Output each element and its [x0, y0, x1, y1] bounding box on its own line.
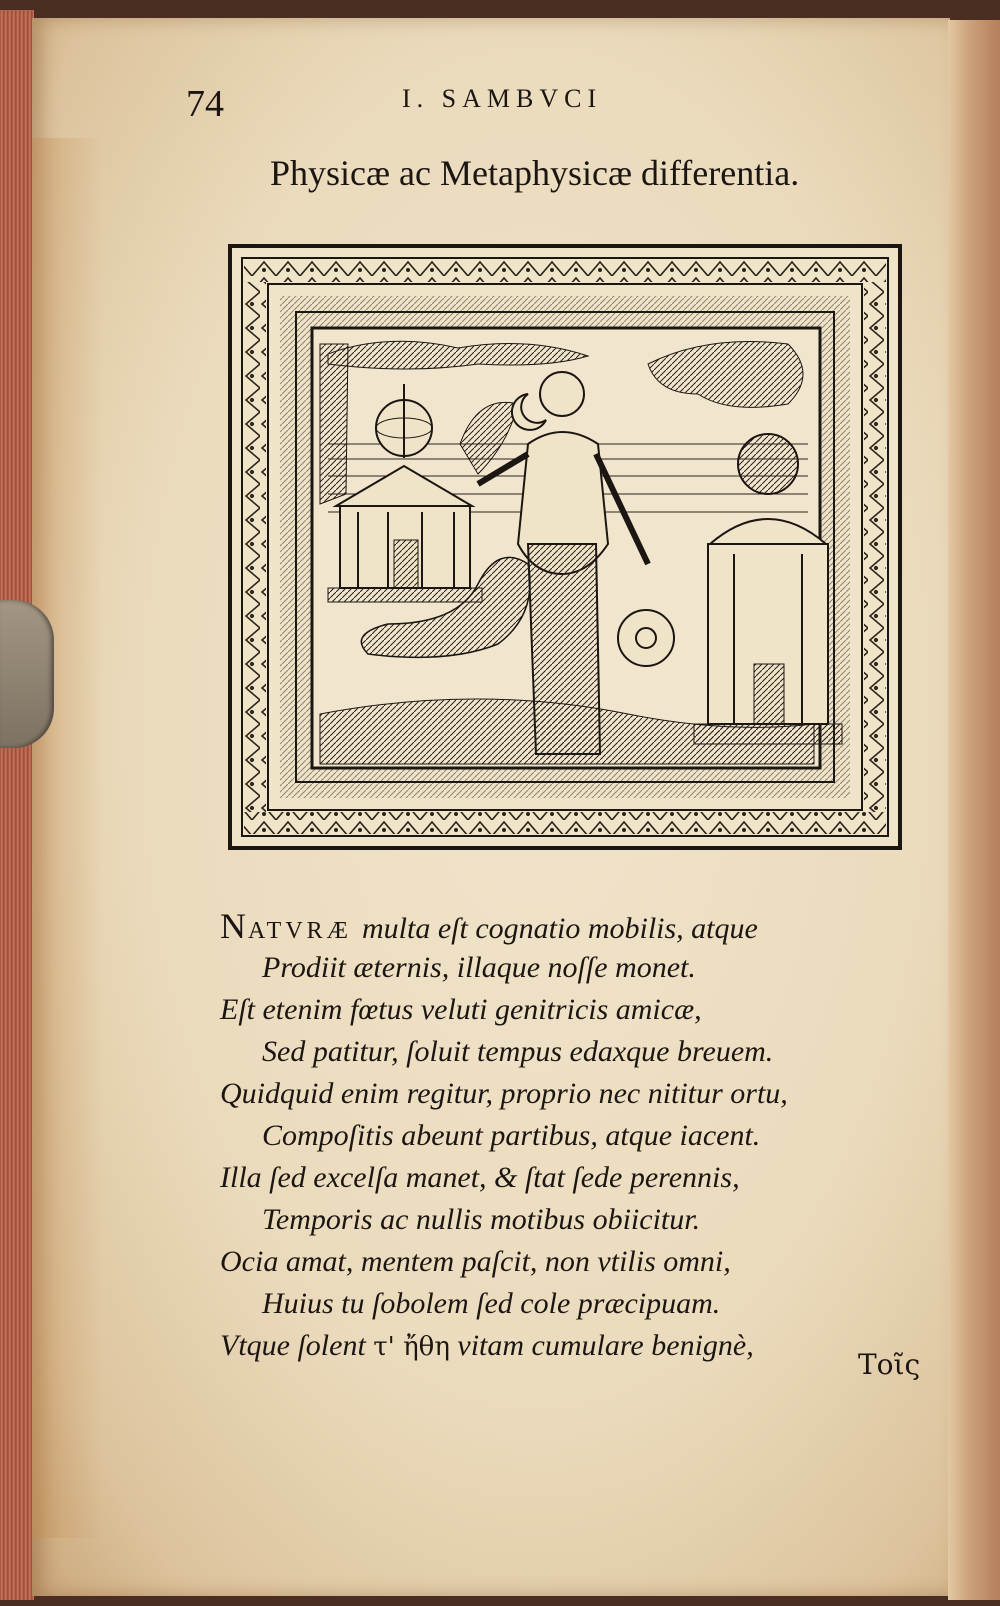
running-header [186, 78, 726, 128]
poem-line-text: vitam cumulare benignè, [457, 1329, 754, 1362]
woodcut-emblem-image [228, 244, 902, 850]
poem-line-text: Vtque ſolent [220, 1329, 366, 1362]
poem-line [220, 905, 870, 947]
book-clasp [0, 600, 54, 748]
water-stain [32, 138, 102, 1538]
emblem-title: Physicæ ac Metaphysicæ differentia. [270, 153, 800, 193]
page-edges-left [0, 10, 34, 1600]
poem [220, 905, 870, 1367]
opening-initial: N [220, 906, 248, 946]
opening-word: ATVRÆ [248, 918, 353, 944]
poem-line: Temporis ac nullis motibus obiicitur. [262, 1203, 701, 1236]
poem-line: Ocia amat, mentem paſcit, non vtilis omni, [220, 1245, 731, 1278]
greek-phrase: τ' ἤθη [373, 1332, 450, 1362]
poem-line: Quidquid enim regitur, proprio nec nititur ortu, [220, 1077, 788, 1110]
running-head: I. SAMBVCI [402, 84, 603, 113]
poem-line: Compoſitis abeunt partibus, atque iacent. [262, 1119, 761, 1152]
poem-line: Prodiit æternis, illaque noſſe monet. [262, 951, 696, 984]
poem-line: Huius tu ſobolem ſed cole præcipuam. [262, 1287, 721, 1320]
poem-line-text: multa eſt cognatio mobilis, atque [362, 912, 758, 945]
poem-line: Sed patitur, ſoluit tempus edaxque breuem. [262, 1035, 774, 1068]
poem-line: Illa ſed excelſa manet, & ſtat ſede perennis, [220, 1161, 740, 1194]
poem-line: Eſt etenim fœtus veluti genitricis amicæ, [220, 993, 702, 1026]
poem-line [220, 1325, 870, 1367]
page-number: 74 [186, 83, 224, 125]
page-edges-right [948, 20, 1000, 1600]
catchword: Τοῖς [858, 1348, 921, 1381]
